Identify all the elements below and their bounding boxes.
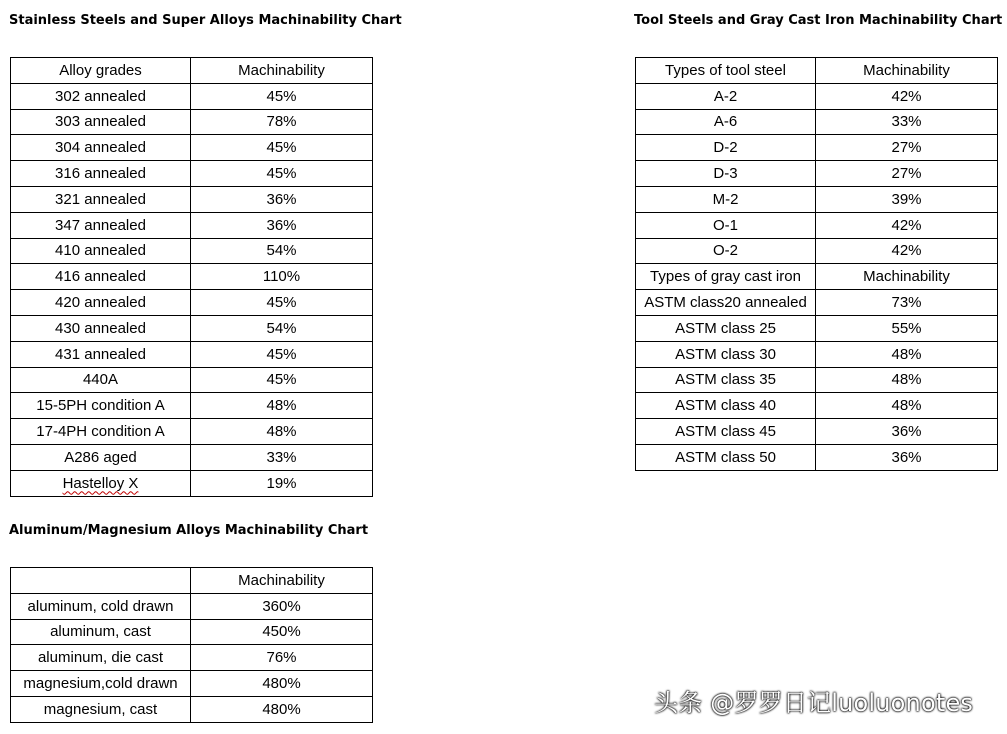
table-row [636,135,998,161]
subheader-cell: Machinability [816,264,998,290]
type-cell: A-6 [636,109,816,135]
grade-cell: 316 annealed [11,161,191,187]
table-row [11,83,373,109]
value-cell: 360% [191,593,373,619]
header-cell: Alloy grades [11,58,191,84]
table-row [636,341,998,367]
value-cell: 54% [191,238,373,264]
table-row [636,315,998,341]
value-cell: 48% [816,341,998,367]
stainless-chart-title: Stainless Steels and Super Alloys Machinability Chart [9,13,402,28]
aluminum-table [10,567,373,723]
aluminum-chart-title: Aluminum/Magnesium Alloys Machinability Chart [9,523,369,538]
type-cell: O-2 [636,238,816,264]
grade-cell: 347 annealed [11,212,191,238]
stainless-table [10,57,373,497]
table-header-row [11,568,373,594]
grade-cell: 304 annealed [11,135,191,161]
value-cell: 110% [191,264,373,290]
table-row [636,83,998,109]
table-row [11,367,373,393]
value-cell: 33% [816,109,998,135]
table-row [11,109,373,135]
table-row [11,186,373,212]
header-cell [11,568,191,594]
value-cell: 45% [191,367,373,393]
table-row [11,619,373,645]
type-cell: ASTM class 40 [636,393,816,419]
value-cell: 55% [816,315,998,341]
table-row [11,696,373,722]
table-row [11,393,373,419]
grade-cell: 321 annealed [11,186,191,212]
alloy-cell: magnesium,cold drawn [11,671,191,697]
value-cell: 48% [191,393,373,419]
type-cell: ASTM class 30 [636,341,816,367]
table-row [636,186,998,212]
value-cell: 45% [191,161,373,187]
value-cell: 45% [191,290,373,316]
type-cell: M-2 [636,186,816,212]
alloy-cell: aluminum, die cast [11,645,191,671]
value-cell: 36% [191,186,373,212]
value-cell: 33% [191,444,373,470]
type-cell: D-2 [636,135,816,161]
value-cell: 54% [191,315,373,341]
value-cell: 42% [816,238,998,264]
table-subheader-row [636,264,998,290]
type-cell: ASTM class20 annealed [636,290,816,316]
header-cell: Machinability [191,568,373,594]
type-cell: ASTM class 35 [636,367,816,393]
table-row [11,290,373,316]
grade-cell: 17-4PH condition A [11,419,191,445]
tool-steel-table [635,57,998,471]
value-cell: 27% [816,135,998,161]
table-row [636,238,998,264]
value-cell: 480% [191,696,373,722]
subheader-cell: Types of gray cast iron [636,264,816,290]
grade-cell: 303 annealed [11,109,191,135]
grade-cell: 410 annealed [11,238,191,264]
type-cell: ASTM class 25 [636,315,816,341]
value-cell: 48% [816,367,998,393]
alloy-cell: magnesium, cast [11,696,191,722]
grade-cell: 416 annealed [11,264,191,290]
grade-cell: 430 annealed [11,315,191,341]
type-cell: O-1 [636,212,816,238]
table-row [11,315,373,341]
value-cell: 45% [191,341,373,367]
value-cell: 48% [191,419,373,445]
value-cell: 36% [816,444,998,470]
table-row [636,161,998,187]
value-cell: 36% [816,419,998,445]
value-cell: 48% [816,393,998,419]
table-row [636,367,998,393]
grade-cell: 15-5PH condition A [11,393,191,419]
table-row [636,393,998,419]
table-row [11,161,373,187]
table-row [11,212,373,238]
table-row [11,135,373,161]
value-cell: 19% [191,470,373,496]
value-cell: 39% [816,186,998,212]
value-cell: 42% [816,212,998,238]
table-row [11,444,373,470]
grade-cell [11,470,191,496]
table-row [11,671,373,697]
header-cell: Machinability [191,58,373,84]
table-row [636,109,998,135]
table-row [11,264,373,290]
alloy-cell: aluminum, cast [11,619,191,645]
table-row [11,419,373,445]
table-row [11,470,373,496]
grade-cell: 302 annealed [11,83,191,109]
watermark: 头条 @罗罗日记luoluonotes [654,689,974,717]
header-cell: Types of tool steel [636,58,816,84]
value-cell: 36% [191,212,373,238]
grade-cell: A286 aged [11,444,191,470]
spellcheck-marked-text: Hastelloy X [62,474,139,492]
table-row [11,593,373,619]
table-header-row [636,58,998,84]
grade-cell: 440A [11,367,191,393]
table-row [636,212,998,238]
value-cell: 45% [191,135,373,161]
value-cell: 480% [191,671,373,697]
table-row [11,238,373,264]
tool-steel-chart-title: Tool Steels and Gray Cast Iron Machinability Chart [634,13,1003,28]
table-header-row [11,58,373,84]
value-cell: 73% [816,290,998,316]
table-row [636,419,998,445]
value-cell: 45% [191,83,373,109]
value-cell: 42% [816,83,998,109]
grade-cell: 431 annealed [11,341,191,367]
table-row [11,645,373,671]
value-cell: 450% [191,619,373,645]
alloy-cell: aluminum, cold drawn [11,593,191,619]
type-cell: A-2 [636,83,816,109]
grade-cell: 420 annealed [11,290,191,316]
value-cell: 78% [191,109,373,135]
type-cell: ASTM class 50 [636,444,816,470]
type-cell: D-3 [636,161,816,187]
table-row [11,341,373,367]
type-cell: ASTM class 45 [636,419,816,445]
value-cell: 76% [191,645,373,671]
table-row [636,444,998,470]
header-cell: Machinability [816,58,998,84]
table-row [636,290,998,316]
value-cell: 27% [816,161,998,187]
